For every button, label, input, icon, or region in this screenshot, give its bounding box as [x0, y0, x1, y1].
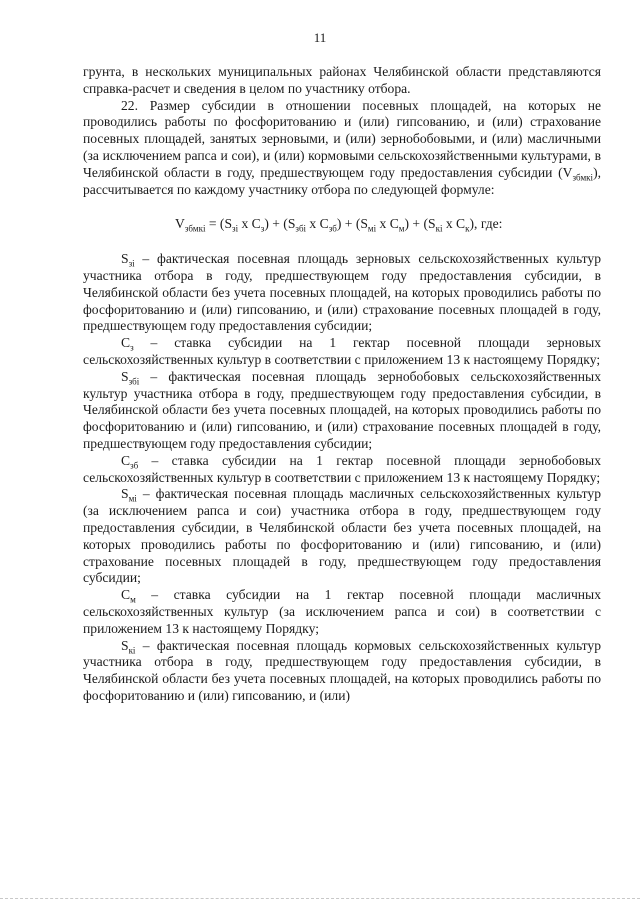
- definition-c-zb: [83, 453, 601, 487]
- formula-term: ), где:: [469, 216, 503, 232]
- paragraph-text: ), рассчитывается по каждому участнику отбора по следующей формуле:: [83, 164, 601, 197]
- formula-subscript: з: [260, 224, 265, 235]
- subscript: збі: [128, 376, 140, 387]
- subscript: зб: [130, 460, 139, 471]
- formula-term: ) + (S: [264, 216, 296, 232]
- subscript: м: [130, 594, 136, 605]
- formula-subscript: мі: [367, 224, 377, 235]
- definition-s-mi: [83, 486, 601, 587]
- subscript: збмкі: [572, 172, 594, 183]
- scan-edge-line: [0, 898, 640, 900]
- formula-term: ) + (S: [336, 216, 368, 232]
- symbol: S: [121, 251, 129, 267]
- paragraph-continuation: [83, 64, 601, 98]
- paragraph-22: [83, 98, 601, 199]
- symbol: S: [121, 637, 129, 653]
- formula-subscript: збмкі: [184, 224, 206, 235]
- formula-subscript: зб: [328, 224, 337, 235]
- subscript: з: [130, 342, 134, 353]
- formula-term: x C: [238, 216, 261, 232]
- symbol: S: [121, 368, 129, 384]
- symbol: C: [121, 587, 131, 603]
- formula-term: V: [175, 216, 185, 232]
- subscript: мі: [128, 494, 137, 505]
- paragraph-text: – фактическая посевная площадь зерновых сельскохозяйственных культур участника отбора в году, предшествующем году предоставления субсидии, в Челябинской области без учета посевных площадей, на которых проводились работы по фосфоритованию и (или) гипсованию, и (или) страхование посевных площадей в году, предшествующем году предоставления субсидии;: [83, 251, 601, 334]
- formula-subscript: кі: [435, 224, 443, 235]
- paragraph-text: – фактическая посевная площадь кормовых сельскохозяйственных культур участника отбора в году, предшествующем году предоставления субсидии, в Челябинской области без учета посевных площадей, на которых проводились работы по фосфоритованию и (или) гипсованию, и (или): [83, 637, 601, 703]
- symbol: C: [121, 452, 131, 468]
- paragraph-text: – фактическая посевная площадь зернобобовых сельскохозяйственных культур участника отбора в году, предшествующем году предоставления субсидии, в Челябинской области без учета посевных площадей, на которых проводились работы по фосфоритованию и (или) гипсованию, и (или) страхование посевных площадей в году, предшествующем году предоставления субсидии;: [83, 368, 601, 451]
- paragraph-text: – ставка субсидии на 1 гектар посевной площади масличных сельскохозяйственных культур (за исключением рапса и сои) в соответствии с приложением 13 к настоящему Порядку;: [83, 587, 601, 636]
- formula-subscript: збі: [295, 224, 307, 235]
- paragraph-text: грунта, в нескольких муниципальных районах Челябинской области представляются справка-расчет и сведения в целом по участнику отбора.: [83, 64, 601, 96]
- subscript: зі: [128, 258, 135, 269]
- formula-term: = (S: [205, 216, 233, 232]
- formula: [83, 216, 601, 233]
- formula-subscript: к: [465, 224, 470, 235]
- definition-c-z: [83, 335, 601, 369]
- definition-s-zbi: [83, 369, 601, 453]
- definition-s-ki: [83, 638, 601, 705]
- formula-term: x C: [376, 216, 399, 232]
- formula-term: x C: [306, 216, 329, 232]
- paragraph-text: 22. Размер субсидии в отношении посевных площадей, на которых не проводились работы по фосфоритованию и (или) гипсованию, и (или) страхование посевных площадей, занятых зерновыми, и (или) зернобобовыми, и (или) масличными (за исключением рапса и сои), и (или) кормовыми сельскохозяйственными культурами, в Челябинской области в году, предшествующем году предоставления субсидии (V: [83, 97, 601, 180]
- symbol: S: [121, 486, 129, 502]
- page-number: 11: [313, 30, 327, 45]
- subscript: кі: [128, 645, 136, 656]
- formula-subscript: м: [398, 224, 405, 235]
- paragraph-text: – фактическая посевная площадь масличных сельскохозяйственных культур (за исключением рапса и сои) участника отбора в году, предшествующем году предоставления субсидии, в Челябинской области без учета посевных площадей, на которых проводились работы по фосфоритованию и (или) гипсованию, и (или) страхование посевных площадей в году, предшествующем году предоставления субсидии;: [83, 486, 601, 586]
- definition-s-zi: [83, 251, 601, 335]
- formula-term: x C: [442, 216, 466, 232]
- paragraph-text: – ставка субсидии на 1 гектар посевной площади зернобобовых сельскохозяйственных культур в соответствии с приложением 13 к настоящему Порядку;: [83, 452, 601, 485]
- document-body: [83, 64, 601, 705]
- formula-subscript: зі: [232, 224, 239, 235]
- definition-c-m: [83, 587, 601, 637]
- symbol: C: [121, 335, 131, 351]
- formula-term: ) + (S: [404, 216, 436, 232]
- paragraph-text: – ставка субсидии на 1 гектар посевной площади зерновых сельскохозяйственных культур в соответствии с приложением 13 к настоящему Порядку;: [83, 335, 601, 367]
